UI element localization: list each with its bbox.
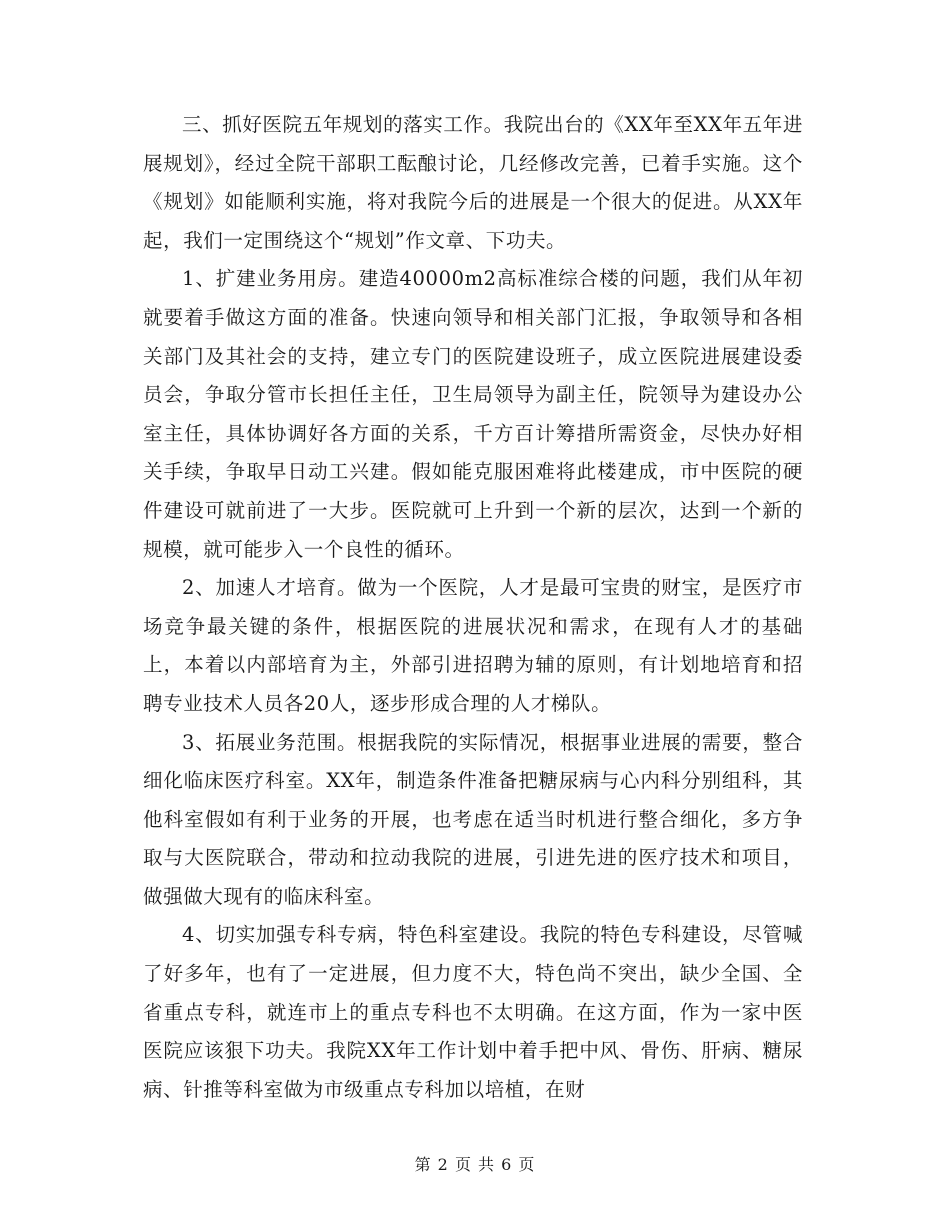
body-text <box>143 106 803 1109</box>
page-footer: 第 2 页 共 6 页 <box>414 1155 536 1174</box>
paragraph-item-1: 1、扩建业务用房。建造40000m2高标准综合楼的问题，我们从年初就要着手做这方面的准备。快速向领导和相关部门汇报，争取领导和各相关部门及其社会的支持，建立专门的医院建设班子，成立医院进展建设委员会，争取分管市长担任主任，卫生局领导为副主任，院领导为建设办公室主任，具体协调好各方面的关系，千方百计筹措所需资金，尽快办好相关手续，争取早日动工兴建。假如能克服困难将此楼建成，市中医院的硬件建设可就前进了一大步。医院就可上升到一个新的层次，达到一个新的规模，就可能步入一个良性的循环。 <box>143 267 803 561</box>
paragraph-item-3: 3、拓展业务范围。根据我院的实际情况，根据事业进展的需要，整合细化临床医疗科室。XX年，制造条件准备把糖尿病与心内科分别组科，其他科室假如有利于业务的开展，也考虑在适当时机进行整合细化，多方争取与大医院联合，带动和拉动我院的进展，引进先进的医疗技术和项目，做强做大现有的临床科室。 <box>143 730 803 908</box>
paragraph-section-three: 三、抓好医院五年规划的落实工作。我院出台的《XX年至XX年五年进展规划》，经过全院干部职工酝酿讨论，几经修改完善，已着手实施。这个《规划》如能顺利实施，将对我院今后的进展是一个很大的促进。从XX年起，我们一定围绕这个“规划”作文章、下功夫。 <box>143 113 803 252</box>
paragraph-item-4: 4、切实加强专科专病，特色科室建设。我院的特色专科建设，尽管喊了好多年，也有了一定进展，但力度不大，特色尚不突出，缺少全国、全省重点专科，就连市上的重点专科也不太明确。在这方面，作为一家中医医院应该狠下功夫。我院XX年工作计划中着手把中风、骨伤、肝病、糖尿病、针推等科室做为市级重点专科加以培植，在财 <box>143 923 803 1101</box>
paragraph-item-2: 2、加速人才培育。做为一个医院，人才是最可宝贵的财宝，是医疗市场竞争最关键的条件，根据医院的进展状况和需求，在现有人才的基础上，本着以内部培育为主，外部引进招聘为辅的原则，有计划地培育和招聘专业技术人员各20人，逐步形成合理的人才梯队。 <box>143 576 803 715</box>
